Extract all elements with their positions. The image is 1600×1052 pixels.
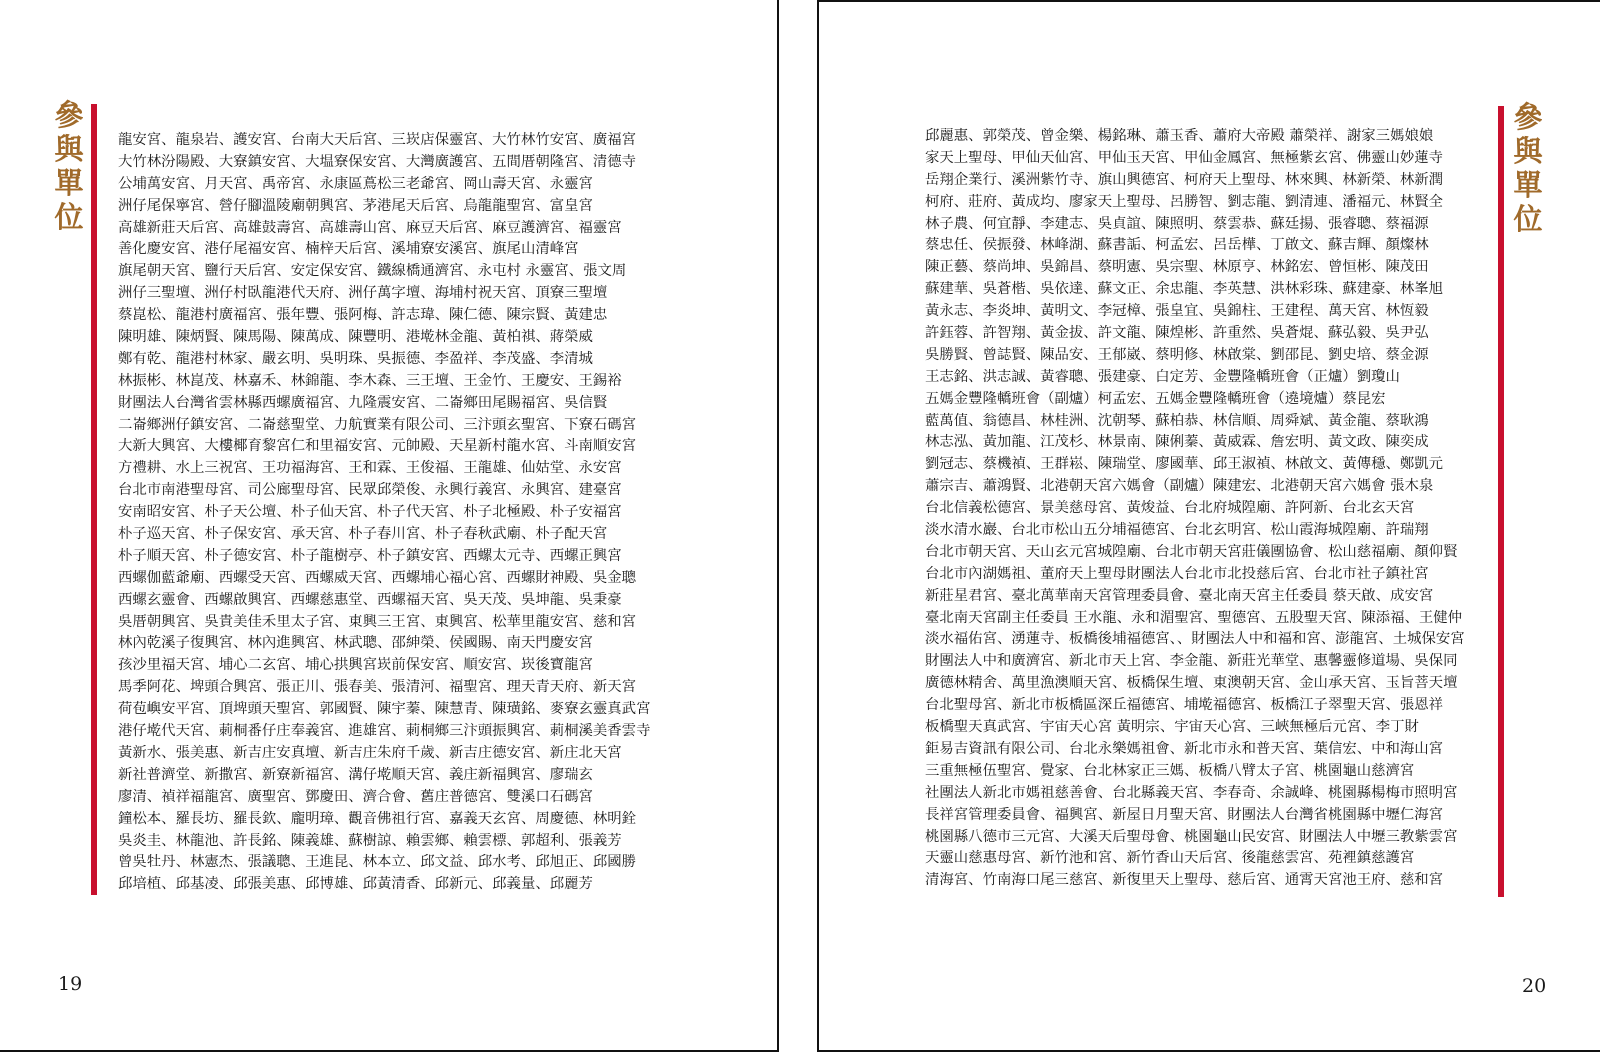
participant-list (118, 130, 678, 896)
text-line: 家天上聖母、甲仙天仙宮、甲仙玉天宮、甲仙金鳳宮、無極紫玄宮、佛靈山妙蓮寺 (925, 149, 1444, 166)
text-line: 王志銘、洪志誠、黃睿聰、張建豪、白定芳、金豐隆轎班會（正爐）劉瓊山 (925, 368, 1400, 385)
text-line: 新社普濟堂、新撒宮、新寮新福宮、溝仔墘順天宮、義庄新福興宮、廖瑞玄 (118, 766, 593, 783)
text-line: 荷苞嶼安平宮、頂埤頭天聖宮、郭國賢、陳宇蓁、陳慧青、陳璜銘、麥寮玄靈真武宮 (118, 701, 651, 718)
text-line: 陳明雄、陳炳賢、陳馬陽、陳萬成、陳豐明、港墘林金龍、黃柏祺、蔣榮威 (118, 329, 593, 346)
red-divider-bar (1498, 106, 1504, 897)
text-line: 朴子順天宮、朴子德安宮、朴子龍樹亭、朴子鎮安宮、西螺太元寺、西螺正興宮 (118, 547, 622, 564)
text-line: 長祥宮管理委員會、福興宮、新屋日月聖天宮、財團法人台灣省桃園縣中壢仁海宮 (925, 806, 1444, 823)
text-line: 淡水清水巖、台北市松山五分埔福德宮、台北玄明宮、松山霞海城隍廟、許瑞翔 (925, 522, 1429, 539)
text-line: 桃園縣八德市三元宮、大溪天后聖母會、桃園龜山民安宮、財團法人中壢三教紫雲宮 (925, 828, 1458, 845)
text-line: 西螺玄靈會、西螺啟興宮、西螺慈惠堂、西螺福天宮、吳天茂、吳坤龍、吳秉豪 (118, 591, 622, 608)
text-line: 孩沙里福天宮、埔心二玄宮、埔心拱興宮崁前保安宮、順安宮、崁後寶龍宮 (118, 657, 593, 674)
text-line: 善化慶安宮、港仔尾福安宮、楠梓天后宮、溪埔寮安溪宮、旗尾山清峰宮 (118, 241, 579, 258)
text-line: 朴子巡天宮、朴子保安宮、承天宮、朴子春川宮、朴子春秋武廟、朴子配天宮 (118, 526, 608, 543)
page-gutter (779, 0, 817, 1052)
text-line: 許鈺蓉、許智翔、黃金拔、許文龍、陳煌彬、許重然、吳蒼焜、蘇弘毅、吳尹弘 (925, 325, 1429, 342)
text-line: 龍安宮、龍泉岩、護安宮、台南大天后宮、三崁店保靈宮、大竹林竹安宮、廣福宮 (118, 132, 637, 148)
text-line: 大新大興宮、大樓椰育黎宮仁和里福安宮、元帥殿、天星新村龍水宮、斗南順安宮 (118, 438, 637, 455)
text-line: 清海宮、竹南海口尾三慈宮、新復里天上聖母、慈后宮、通霄天宮池王府、慈和宮 (925, 872, 1444, 889)
text-line: 西螺伽藍爺廟、西螺受天宮、西螺威天宮、西螺埔心福心宮、西螺財神殿、吳金聰 (118, 569, 637, 586)
text-line: 五媽金豐隆轎班會（副爐）柯孟宏、五媽金豐隆轎班會（遶境爐）蔡昆宏 (925, 390, 1386, 407)
text-line: 吳勝賢、曾誌賢、陳品安、王郁崴、蔡明修、林啟棠、劉邵昆、劉史培、蔡金源 (925, 346, 1429, 363)
text-line: 社團法人新北市媽祖慈善會、台北縣義天宮、李春奇、余誠峰、桃園縣楊梅市照明宮 (925, 784, 1458, 801)
text-line: 林振彬、林崑茂、林嘉禾、林錦龍、李木森、三王壇、王金竹、王慶安、王錫裕 (118, 372, 622, 389)
text-line: 旗尾朝天宮、鹽行天后宮、安定保安宮、鐵線橋通濟宮、永屯村 永靈宮、張文周 (118, 263, 627, 280)
title-char: 與 (54, 132, 84, 166)
text-line: 財團法人中和廣濟宮、新北市天上宮、李金龍、新莊光華堂、惠馨靈修道場、吳保同 (925, 653, 1458, 670)
text-line: 板橋聖天真武宮、宇宙天心宮 黃明宗、宇宙天心宮、三峽無極后元宮、李丁財 (925, 719, 1419, 736)
red-divider-bar (91, 104, 97, 895)
participant-list (925, 126, 1483, 892)
text-line: 安南昭安宮、朴子天公壇、朴子仙天宮、朴子代天宮、朴子北極殿、朴子安福宮 (118, 504, 622, 521)
title-char: 參 (1513, 100, 1543, 134)
title-char: 位 (54, 200, 84, 234)
left-page (0, 0, 779, 1052)
text-line: 柯府、莊府、黃成均、廖家天上聖母、呂勝智、劉志龍、劉清連、潘福元、林賢全 (925, 193, 1444, 210)
text-line: 廖清、禎祥福龍宮、廣聖宮、鄧慶田、濟合會、舊庄普德宮、雙溪口石碼宮 (118, 788, 593, 805)
text-line: 三重無極伍聖宮、覺家、台北林家正三媽、板橋八臂太子宮、桃園龜山慈濟宮 (925, 762, 1415, 779)
text-line: 臺北南天宮副主任委員 王水龍、永和湄聖宮、聖德宮、五股聖天宮、陳添福、王健仲 (925, 609, 1463, 626)
text-line: 台北市南港聖母宮、司公廊聖母宮、民眾邱榮俊、永興行義宮、永興宮、建臺宮 (118, 482, 622, 499)
title-char: 單 (1513, 168, 1543, 202)
text-line: 蘇建華、吳蒼楷、吳依達、蘇文正、余忠龍、李英慧、洪林彩珠、蘇建豪、林峯旭 (925, 281, 1444, 298)
text-line: 二崙鄉洲仔鎮安宮、二崙慈聖堂、力航實業有限公司、三汴頭玄聖宮、下寮石碼宮 (118, 416, 637, 433)
text-line: 蔡崑松、龍港村廣福宮、張年豐、張阿梅、許志瑋、陳仁德、陳宗賢、黃建忠 (118, 307, 608, 324)
section-title (1508, 100, 1548, 236)
text-line: 新莊星君宮、臺北萬華南天宮管理委員會、臺北南天宮主任委員 蔡天啟、成安宮 (925, 587, 1434, 604)
text-line: 台北市朝天宮、天山玄元宮城隍廟、台北市朝天宮莊儀團協會、松山慈福廟、顏仰賢 (925, 543, 1458, 560)
text-line: 洲仔尾保寧宮、營仔腳溫陵廟朝興宮、茅港尾天后宮、烏龍龍聖宮、富皇宮 (118, 197, 593, 214)
text-line: 劉冠志、蔡機禎、王群崧、陳瑞堂、廖國華、邱王淑禎、林啟文、黃傳穩、鄭凱元 (925, 456, 1444, 473)
text-line: 公埔萬安宮、月天宮、禹帝宮、永康區蔦松三老爺宮、岡山壽天宮、永靈宮 (118, 175, 593, 192)
text-line: 天靈山慈惠母宮、新竹池和宮、新竹香山天后宮、後龍慈雲宮、苑裡鎮慈護宮 (925, 850, 1415, 867)
text-line: 邱培植、邱基凌、邱張美惠、邱博雄、邱黃清香、邱新元、邱義量、邱麗芳 (118, 876, 593, 893)
title-char: 位 (1513, 202, 1543, 236)
page-number: 19 (58, 973, 83, 995)
text-line: 台北聖母宮、新北市板橋區深丘福德宮、埔墘福德宮、板橋江子翠聖天宮、張恩祥 (925, 697, 1444, 714)
text-line: 曾吳牡丹、林憲杰、張議聰、王進昆、林本立、邱文益、邱水考、邱旭正、邱國勝 (118, 854, 637, 871)
text-line: 吳炎圭、林龍池、許長銘、陳義雄、蘇樹諒、賴雲鄉、賴雲標、郭超利、張義芳 (118, 832, 622, 849)
text-line: 林志泓、黃加龍、江茂杉、林景南、陳俐蓁、黃威霖、詹宏明、黃文政、陳奕成 (925, 434, 1429, 451)
text-line: 陳正藝、蔡尚坤、吳錦昌、蔡明憲、吳宗聖、林原亨、林銘宏、曾恒彬、陳茂田 (925, 259, 1429, 276)
text-line: 高雄新莊天后宮、高雄鼓壽宮、高雄壽山宮、麻豆天后宮、麻豆護濟宮、福靈宮 (118, 219, 622, 236)
text-line: 蕭宗吉、蕭鴻賢、北港朝天宮六媽會（副爐）陳建宏、北港朝天宮六媽會 張木泉 (925, 478, 1434, 495)
text-line: 台北信義松德宮、景美慈母宮、黃焌益、台北府城隍廟、許阿新、台北玄天宮 (925, 500, 1415, 517)
text-line: 鉅易吉資訊有限公司、台北永樂媽祖會、新北市永和普天宮、葉信宏、中和海山宮 (925, 740, 1444, 757)
title-char: 與 (1513, 134, 1543, 168)
text-line: 林內乾溪子復興宮、林內進興宮、林武聰、邵紳榮、侯國賜、南天門慶安宮 (118, 635, 593, 652)
text-line: 方禮耕、水上三祝宮、王功福海宮、王和霖、王俊福、王龍雄、仙姑堂、永安宮 (118, 460, 622, 477)
right-page (817, 0, 1600, 1052)
text-line: 大竹林汾陽殿、大寮鎮安宮、大塭寮保安宮、大灣廣護宮、五間厝朝隆宮、清德寺 (118, 153, 637, 170)
text-line: 藍萬值、翁德昌、林桂洲、沈朝琴、蘇柏恭、林信順、周舜斌、黃金龍、蔡耿鴻 (925, 412, 1429, 429)
text-line: 岳翔企業行、溪洲紫竹寺、旗山興德宮、柯府天上聖母、林來興、林新榮、林新潤 (925, 171, 1444, 188)
text-line: 鄭有乾、龍港村林家、嚴玄明、吳明珠、吳振德、李盈祥、李茂盛、李清城 (118, 350, 593, 367)
text-line: 吳厝朝興宮、吳貴美佳禾里太子宮、東興三王宮、東興宮、松華里龍安宮、慈和宮 (118, 613, 637, 630)
title-char: 參 (54, 98, 84, 132)
page-number: 20 (1522, 975, 1547, 997)
text-line: 黃永志、李炎坤、黃明文、李冠樟、張皇宜、吳錦柱、王建程、萬天宮、林恆毅 (925, 303, 1429, 320)
title-char: 單 (54, 166, 84, 200)
text-line: 洲仔三聖壇、洲仔村臥龍港代天府、洲仔萬字壇、海埔村祝天宮、頂寮三聖壇 (118, 285, 608, 302)
text-line: 廣德林精舍、萬里漁澳順天宮、板橋保生壇、東澳朝天宮、金山承天宮、玉旨菩天壇 (925, 675, 1458, 692)
text-line: 林子農、何宜靜、李建志、吳貞誼、陳照明、蔡雲恭、蘇廷揚、張睿聰、蔡福源 (925, 215, 1429, 232)
text-line: 淡水福佑宮、湧蓮寺、板橋後埔福德宮、、財團法人中和福和宮、澎龍宮、土城保安宮 (925, 631, 1465, 648)
text-line: 馬季阿花、埤頭合興宮、張正川、張春美、張清河、福聖宮、理天青天府、新天宮 (118, 679, 637, 696)
text-line: 財團法人台灣省雲林縣西螺廣福宮、九隆震安宮、二崙鄉田尾賜福宮、吳信賢 (118, 394, 608, 411)
section-title (49, 98, 89, 234)
text-line: 蔡忠任、侯振發、林峰湖、蘇書詬、柯孟宏、呂岳樺、丁啟文、蘇吉輝、顏燦林 (925, 237, 1429, 254)
text-line: 台北市內湖媽祖、董府天上聖母財團法人台北市北投慈后宮、台北市社子鎮社宮 (925, 565, 1429, 582)
text-line: 鐘松本、羅長坊、羅長欽、龐明璋、觀音佛祖行宮、嘉義天玄宮、周慶德、林明銓 (118, 810, 637, 827)
text-line: 黃新水、張美惠、新吉庄安真壇、新吉庄朱府千歲、新吉庄德安宮、新庄北天宮 (118, 744, 622, 761)
text-line: 邱麗惠、郭榮茂、曾金樂、楊銘琳、蕭玉香、蕭府大帝殿 蕭榮祥、謝家三媽娘娘 (925, 128, 1434, 144)
text-line: 港仔墘代天宮、莿桐番仔庄奉義宮、進雄宮、莿桐鄉三汴頭振興宮、莿桐溪美香雲寺 (118, 723, 651, 740)
